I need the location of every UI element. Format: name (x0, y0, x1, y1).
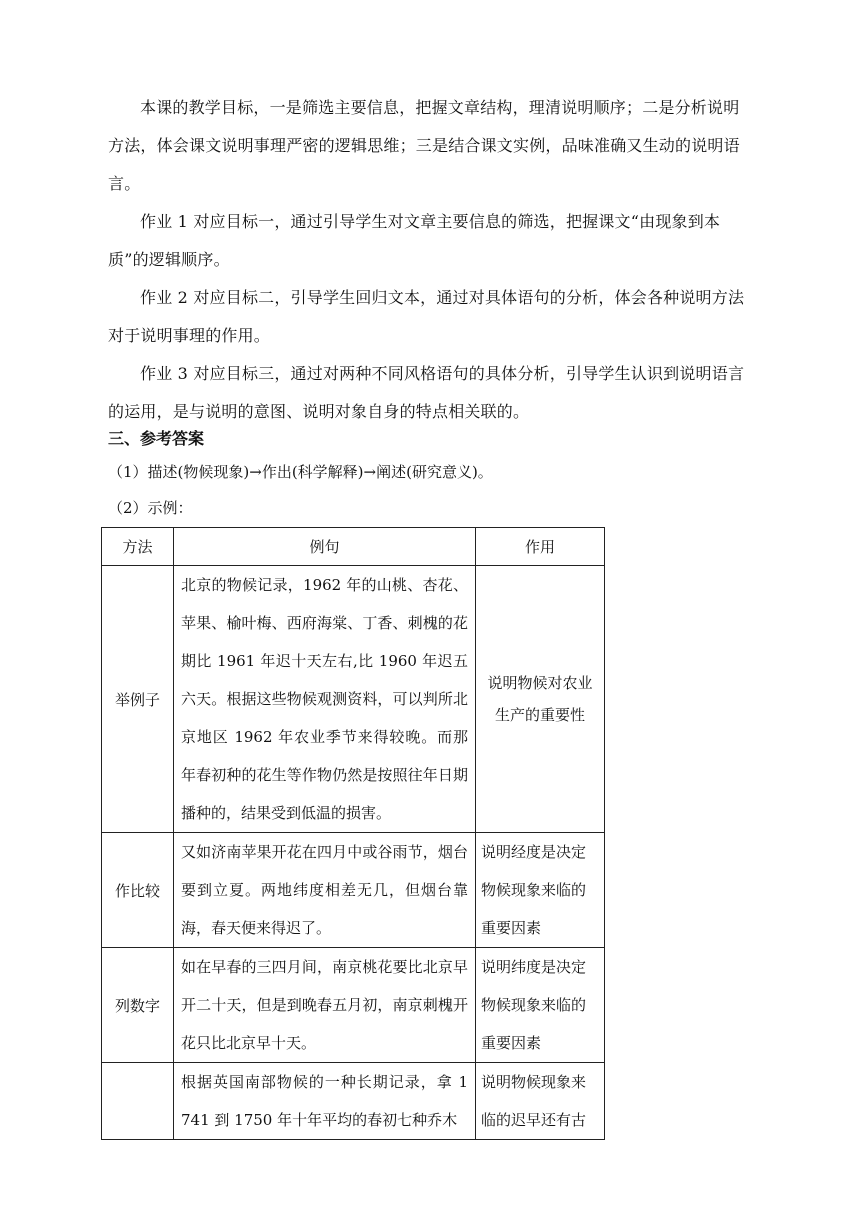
method-cell: 举例子 (102, 566, 174, 833)
paragraph-task-1: 作业 1 对应目标一，通过引导学生对文章主要信息的筛选，把握课文“由现象到本质”的逻辑顺序。 (108, 212, 721, 269)
effect-cell: 说明经度是决定物候现象来临的重要因素 (476, 833, 605, 948)
answer-1: （1）描述(物候现象)→作出(科学解释)→阐述(研究意义)。 (108, 463, 493, 481)
table-row (102, 833, 605, 948)
example-cell: 又如济南苹果开花在四月中或谷雨节，烟台要到立夏。两地纬度相差无几，但烟台靠海，春天便来得迟了。 (174, 833, 476, 948)
paragraph-objectives: 本课的教学目标，一是筛选主要信息，把握文章结构，理清说明顺序；二是分析说明方法，体会课文说明事理严密的逻辑思维；三是结合课文实例，品味准确又生动的说明语言。 (108, 98, 740, 193)
effect-cell: 说明物候对农业生产的重要性 (476, 566, 605, 833)
table-row (102, 566, 605, 833)
section-heading: 三、参考答案 (108, 429, 205, 448)
table-row (102, 1063, 605, 1140)
header-effect: 作用 (476, 528, 605, 566)
example-cell: 北京的物候记录，1962 年的山桃、杏花、苹果、榆叶梅、西府海棠、丁香、刺槐的花期比 1961 年迟十天左右,比 1960 年迟五六天。根据这些物候观测资料，可以判所北京地区 1962 年农业季节来得较晚。而那年春初种的花生等作物仍然是按照往年日期播种的，结果受到低温的损害。 (174, 566, 476, 833)
example-cell: 如在早春的三四月间，南京桃花要比北京早开二十天，但是到晚春五月初，南京刺槐开花只比北京早十天。 (174, 948, 476, 1063)
method-cell: 作比较 (102, 833, 174, 948)
header-method: 方法 (102, 528, 174, 566)
method-cell (102, 1063, 174, 1140)
method-cell: 列数字 (102, 948, 174, 1063)
answer-2-label: （2）示例： (108, 499, 193, 517)
effect-cell: 说明纬度是决定物候现象来临的重要因素 (476, 948, 605, 1063)
example-cell: 根据英国南部物候的一种长期记录，拿 1 741 到 1750 年十年平均的春初七种乔木 (174, 1063, 476, 1140)
paragraph-task-2: 作业 2 对应目标二，引导学生回归文本，通过对具体语句的分析，体会各种说明方法对于说明事理的作用。 (108, 288, 745, 345)
methods-table (101, 527, 605, 1140)
paragraph-task-3: 作业 3 对应目标三，通过对两种不同风格语句的具体分析，引导学生认识到说明语言的运用，是与说明的意图、说明对象自身的特点相关联的。 (108, 364, 745, 421)
header-example: 例句 (174, 528, 476, 566)
table-header-row (102, 528, 605, 566)
effect-cell: 说明物候现象来临的迟早还有古 (476, 1063, 605, 1140)
table-row (102, 948, 605, 1063)
